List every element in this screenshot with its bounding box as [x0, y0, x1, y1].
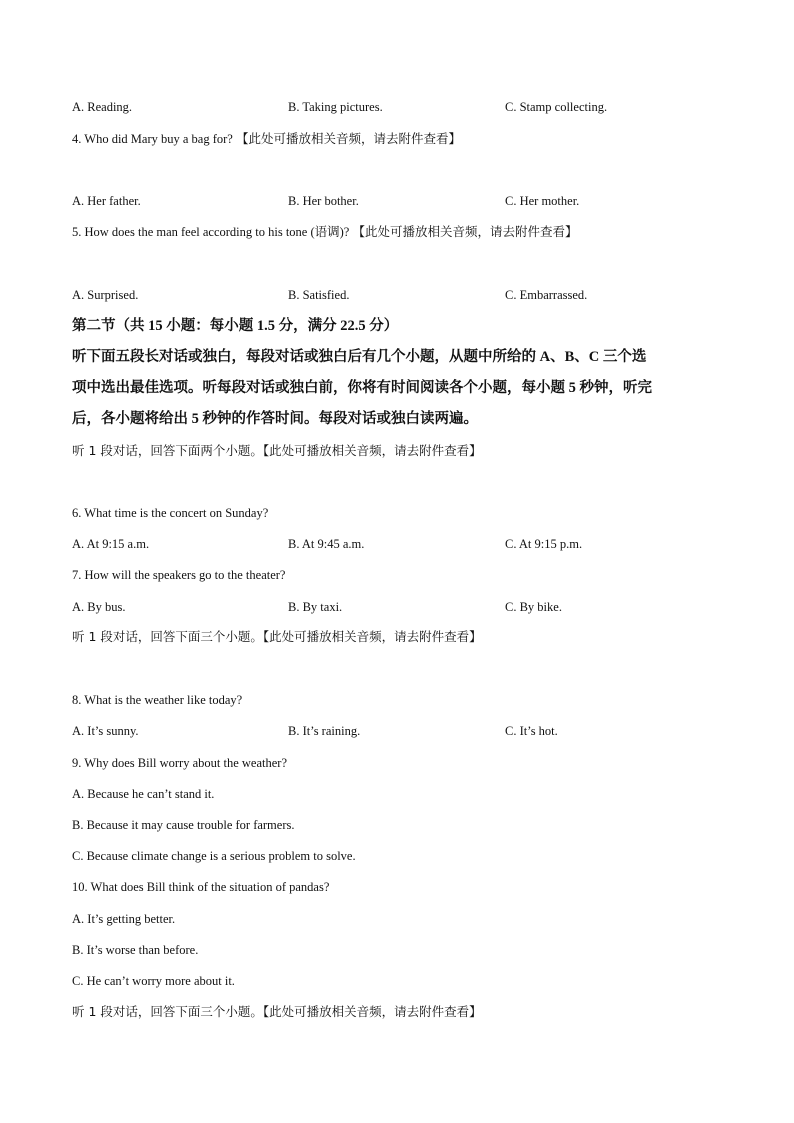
listen-instruction-3: 听 1 段对话，回答下面三个小题。【此处可播放相关音频，请去附件查看】 [72, 1004, 482, 1019]
q5-option-c: C. Embarrassed. [505, 288, 588, 302]
q8-option-a: A. It’s sunny. [72, 724, 139, 738]
q5-question-line [72, 224, 578, 240]
q8-question: 8. What is the weather like today? [72, 693, 243, 707]
q3-option-a: A. Reading. [72, 100, 133, 114]
q9-option-b: B. Because it may cause trouble for farmers. [72, 818, 295, 832]
q6-option-b: B. At 9:45 a.m. [288, 537, 365, 551]
q3-option-c: C. Stamp collecting. [505, 100, 608, 114]
q3-option-b: B. Taking pictures. [288, 100, 383, 114]
section2-instruction-1: 听下面五段长对话或独白，每段对话或独白后有几个小题，从题中所给的 A、B、C 三个选 [72, 349, 647, 365]
q9-option-a: A. Because he can’t stand it. [72, 787, 215, 801]
q10-option-c: C. He can’t worry more about it. [72, 974, 235, 988]
listen-instruction-1: 听 1 段对话，回答下面两个小题。【此处可播放相关音频，请去附件查看】 [72, 443, 482, 458]
section2-instruction-3: 后，各小题将给出 5 秒钟的作答时间。每段对话或独白读两遍。 [72, 411, 478, 427]
q10-option-b: B. It’s worse than before. [72, 943, 199, 957]
q8-option-c: C. It’s hot. [505, 724, 558, 738]
q4-question-line [72, 131, 461, 147]
q7-option-a: A. By bus. [72, 600, 126, 614]
q6-question: 6. What time is the concert on Sunday? [72, 506, 269, 520]
q7-question: 7. How will the speakers go to the theater? [72, 568, 286, 582]
q5-option-b: B. Satisfied. [288, 288, 350, 302]
q4-audio-note: 【此处可播放相关音频，请去附件查看】 [235, 131, 461, 146]
q4-question: 4. Who did Mary buy a bag for? [72, 132, 233, 146]
q4-option-b: B. Her bother. [288, 194, 359, 208]
listen-instruction-2: 听 1 段对话，回答下面三个小题。【此处可播放相关音频，请去附件查看】 [72, 629, 482, 644]
q4-option-a: A. Her father. [72, 194, 141, 208]
q10-option-a: A. It’s getting better. [72, 912, 176, 926]
q6-option-c: C. At 9:15 p.m. [505, 537, 583, 551]
section2-instruction-2: 项中选出最佳选项。听每段对话或独白前，你将有时间阅读各个小题，每小题 5 秒钟，听完 [72, 380, 652, 396]
q5-audio-note: 【此处可播放相关音频，请去附件查看】 [352, 224, 578, 239]
q9-option-c: C. Because climate change is a serious problem to solve. [72, 849, 356, 863]
section2-title: 第二节（共 15 小题：每小题 1.5 分，满分 22.5 分） [72, 318, 399, 334]
q5-question: 5. How does the man feel according to his tone (语调)? [72, 225, 350, 239]
q9-question: 9. Why does Bill worry about the weather? [72, 756, 287, 770]
q7-option-c: C. By bike. [505, 600, 562, 614]
q4-option-c: C. Her mother. [505, 194, 580, 208]
q7-option-b: B. By taxi. [288, 600, 343, 614]
q8-option-b: B. It’s raining. [288, 724, 361, 738]
q10-question: 10. What does Bill think of the situation of pandas? [72, 880, 330, 894]
q5-option-a: A. Surprised. [72, 288, 139, 302]
q6-option-a: A. At 9:15 a.m. [72, 537, 150, 551]
